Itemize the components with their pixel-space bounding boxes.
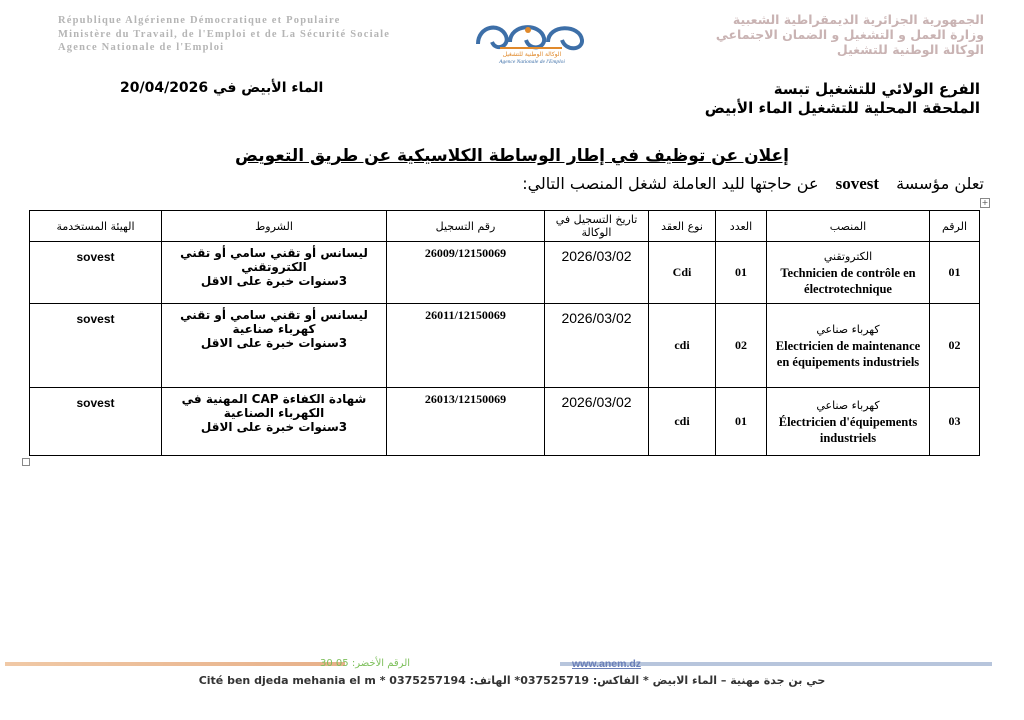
cell-post: [767, 388, 930, 456]
header-fr-line: Agence Nationale de l'Emploi: [58, 42, 225, 53]
header-ar-line: الجمهورية الجزائرية الديمقراطية الشعبية: [732, 12, 984, 27]
cell-employer: sovest: [30, 304, 162, 388]
table-row: [30, 242, 980, 304]
table-move-handle[interactable]: +: [981, 198, 989, 207]
header-reg: رقم التسجيل: [387, 211, 545, 242]
post-ar: كهرباء صناعي: [816, 398, 880, 412]
header-contract: نوع العقد: [649, 211, 716, 242]
cell-conditions: [162, 388, 387, 456]
header-cond: الشروط: [162, 211, 387, 242]
condition-line: ليسانس أو تقني سامي أو تقني الكتروتقني: [180, 246, 368, 274]
header-num: الرقم: [930, 211, 980, 242]
cell-contract: cdi: [649, 388, 716, 456]
condition-line: 3سنوات خبرة على الاقل: [200, 420, 348, 434]
condition-line: ليسانس أو تقني سامي أو تقني كهرباء صناعية: [180, 308, 368, 336]
header-fr-line: Ministère du Travail, de l'Emploi et de La Sécurité Sociale: [58, 28, 391, 40]
header-ar-line: الوكالة الوطنية للتشغيل: [836, 42, 984, 57]
logo-dot: [525, 27, 531, 33]
cell-num: 02: [930, 304, 980, 388]
cell-count: 02: [716, 304, 767, 388]
cell-num: 03: [930, 388, 980, 456]
table-row: [30, 304, 980, 388]
job-offers-table: [29, 210, 980, 456]
footer-website-link[interactable]: www.anem.dz: [572, 658, 642, 670]
intro-company: sovest: [835, 174, 880, 193]
cell-contract: cdi: [649, 304, 716, 388]
post-fr: Electricien de maintenance en équipements industriels: [775, 338, 921, 369]
cell-date: 2026/03/02: [545, 242, 649, 304]
branch-line-1: الفرع الولائي للتشغيل تبسة: [773, 80, 980, 98]
header-emp: الهيئة المستخدمة: [30, 211, 162, 242]
cell-count: 01: [716, 388, 767, 456]
header-fr-line: République Algérienne Démocratique et Populaire: [58, 15, 341, 26]
cell-date: 2026/03/02: [545, 304, 649, 388]
logo-swirl-left: [478, 28, 507, 48]
post-ar: كهرباء صناعي: [816, 322, 880, 336]
cell-conditions: [162, 242, 387, 304]
cell-conditions: [162, 304, 387, 388]
intro-before: تعلن مؤسسة: [896, 174, 984, 193]
header-ar-line: وزارة العمل و التشغيل و الضمان الاجتماعي: [715, 27, 984, 42]
condition-line: 3سنوات خبرة على الاقل: [200, 274, 348, 288]
header-count: العدد: [716, 211, 767, 242]
cell-post: [767, 304, 930, 388]
header-post: المنصب: [767, 211, 930, 242]
announcement-title: إعلان عن توظيف في إطار الوساطة الكلاسيكية عن طريق التعويض: [235, 146, 789, 166]
document-date: الماء الأبيض في 20/04/2026: [120, 80, 324, 96]
cell-reg: 26009/12150069: [387, 242, 545, 304]
cell-num: 01: [930, 242, 980, 304]
condition-line: شهادة الكفاءة CAP المهنية في الكهرباء الصناعية: [181, 392, 367, 420]
cell-reg: 26011/12150069: [387, 304, 545, 388]
table-row: [30, 388, 980, 456]
cell-employer: sovest: [30, 242, 162, 304]
branch-line-2: الملحقة المحلية للتشغيل الماء الأبيض: [704, 99, 980, 117]
cell-contract: Cdi: [649, 242, 716, 304]
header-date: تاريخ التسجيل في الوكالة: [545, 211, 649, 242]
logo-swirl-right: [548, 28, 582, 48]
footer-address: حي بن جدة مهنية – الماء الابيض * الفاكس: 037525719* الهاتف: 0375257194 * Cité ben djeda mehania el m: [198, 674, 826, 687]
header-fr: [58, 14, 390, 55]
table-resize-handle[interactable]: [22, 458, 30, 466]
cell-count: 01: [716, 242, 767, 304]
cell-reg: 26013/12150069: [387, 388, 545, 456]
intro-sentence: [522, 174, 984, 194]
condition-line: 3سنوات خبرة على الاقل: [200, 336, 348, 350]
logo-caption-fr: Agence Nationale de l'Emploi: [499, 59, 565, 65]
footer-rule-left: [5, 662, 345, 666]
post-ar: الكتروتقني: [823, 249, 873, 263]
cell-post: [767, 242, 930, 304]
cell-employer: sovest: [30, 388, 162, 456]
post-fr: Technicien de contrôle en électrotechnique: [780, 265, 916, 296]
logo-caption-ar: الوكالة الوطنية للتشغيل: [502, 51, 562, 58]
header-ar: [716, 12, 984, 57]
intro-after: عن حاجتها لليد العاملة لشغل المنصب التالي:: [522, 174, 819, 193]
cell-date: 2026/03/02: [545, 388, 649, 456]
table-header-row: [30, 211, 980, 242]
footer-green-number: الرقم الأخضر: 05 30: [320, 658, 411, 669]
branch-info: [705, 80, 980, 118]
post-fr: Électricien d'équipements industriels: [778, 414, 918, 445]
